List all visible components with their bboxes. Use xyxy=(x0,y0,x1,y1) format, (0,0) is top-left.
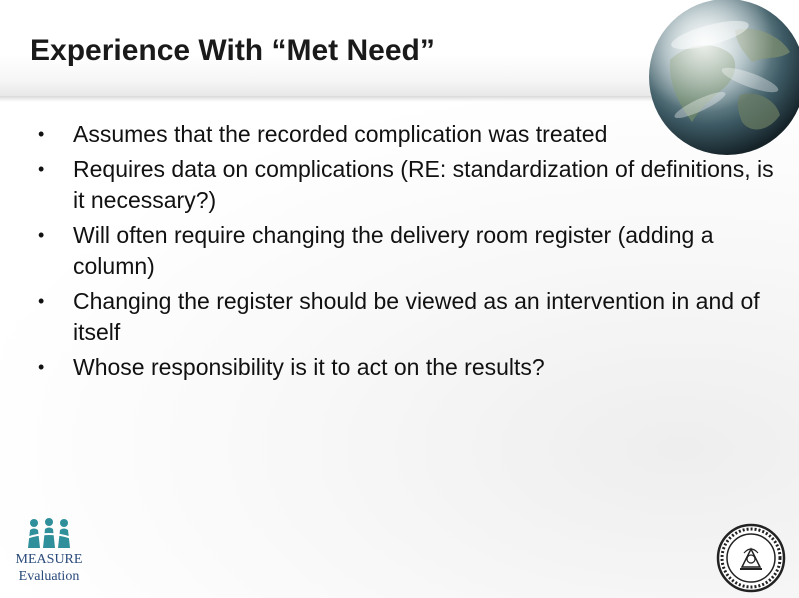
measure-evaluation-logo xyxy=(12,518,86,590)
bullet-text: Requires data on complications (RE: standardization of definitions, is it necessary?) xyxy=(73,156,774,213)
bullet-item xyxy=(30,220,775,282)
bullet-marker: • xyxy=(38,291,45,311)
bullet-text: Changing the register should be viewed as an intervention in and of itself xyxy=(73,288,760,345)
bullet-marker: • xyxy=(38,124,45,144)
logo-text-measure: MEASURE xyxy=(15,552,83,567)
bullet-item xyxy=(30,286,775,348)
bullet-marker: • xyxy=(38,357,45,377)
people-figures-icon xyxy=(26,518,72,548)
university-seal-icon xyxy=(716,523,786,593)
bullet-item xyxy=(30,154,775,216)
bullet-marker: • xyxy=(38,225,45,245)
bullet-marker: • xyxy=(38,159,45,179)
bullet-item xyxy=(30,352,775,383)
slide-title: Experience With “Met Need” xyxy=(30,34,435,67)
logo-text-evaluation: Evaluation xyxy=(18,569,80,584)
bullet-text: Whose responsibility is it to act on the results? xyxy=(73,354,545,380)
bullet-item xyxy=(30,119,775,150)
bullet-text: Assumes that the recorded complication was treated xyxy=(73,121,608,147)
bullet-text: Will often require changing the delivery room register (adding a column) xyxy=(73,222,714,279)
bullet-list xyxy=(30,119,775,387)
